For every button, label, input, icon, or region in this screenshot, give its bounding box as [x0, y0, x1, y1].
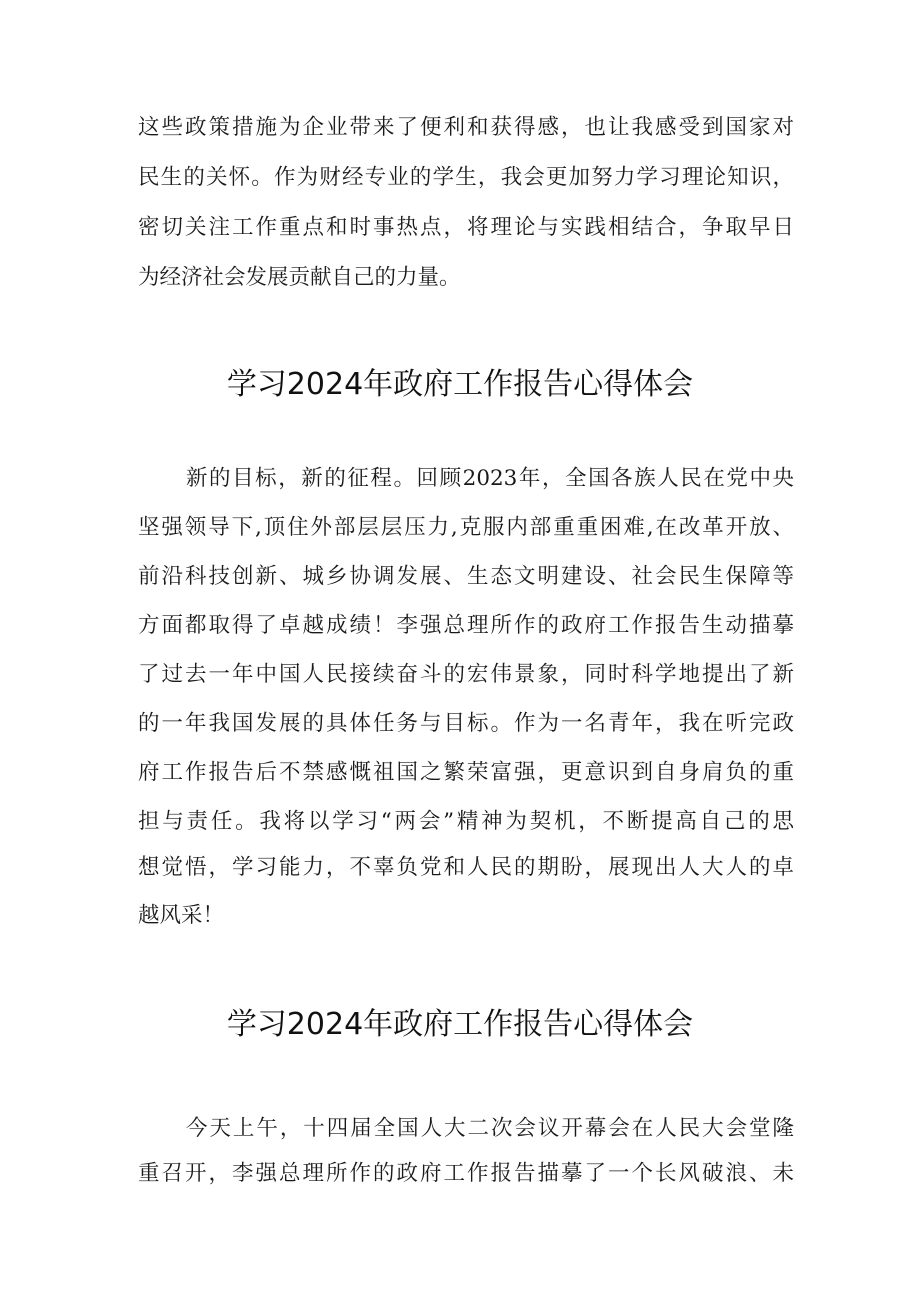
paragraph-line: 坚强领导下,顶住外部层层压力,克服内部重重困难,在改革开放、 [138, 515, 794, 540]
article-title: 学习2024年政府工作报告心得体会 [226, 1007, 694, 1042]
paragraph-line: 府工作报告后不禁感慨祖国之繁荣富强，更意识到自身肩负的重 [138, 760, 794, 785]
paragraph-line: 这些政策措施为企业带来了便利和获得感，也让我感受到国家对 [138, 115, 794, 140]
paragraph-line: 越风采！ [138, 903, 225, 928]
paragraph-line: 前沿科技创新、城乡协调发展、生态文明建设、社会民生保障等 [138, 564, 794, 589]
paragraph-line: 密切关注工作重点和时事热点，将理论与实践相结合，争取早日 [138, 215, 794, 240]
paragraph-line: 民生的关怀。作为财经专业的学生，我会更加努力学习理论知识， [138, 165, 794, 190]
paragraph-line: 的一年我国发展的具体任务与目标。作为一名青年，我在听完政 [138, 711, 794, 736]
paragraph-line: 了过去一年中国人民接续奋斗的宏伟景象，同时科学地提出了新 [138, 662, 794, 687]
paragraph-line: 今天上午，十四届全国人大二次会议开幕会在人民大会堂隆 [186, 1116, 794, 1141]
paragraph-line: 担与责任。我将以学习“两会”精神为契机，不断提高自己的思 [138, 809, 794, 834]
paragraph-line: 为经济社会发展贡献自己的力量。 [138, 265, 461, 290]
paragraph-line: 想觉悟，学习能力，不辜负党和人民的期盼，展现出人大人的卓 [138, 855, 794, 880]
paragraph-line: 新的目标，新的征程。回顾2023年，全国各族人民在党中央 [186, 466, 794, 491]
paragraph-line: 重召开，李强总理所作的政府工作报告描摹了一个长风破浪、未 [138, 1161, 794, 1186]
paragraph-line: 方面都取得了卓越成绩！李强总理所作的政府工作报告生动描摹 [138, 613, 794, 638]
article-title: 学习2024年政府工作报告心得体会 [226, 367, 694, 402]
